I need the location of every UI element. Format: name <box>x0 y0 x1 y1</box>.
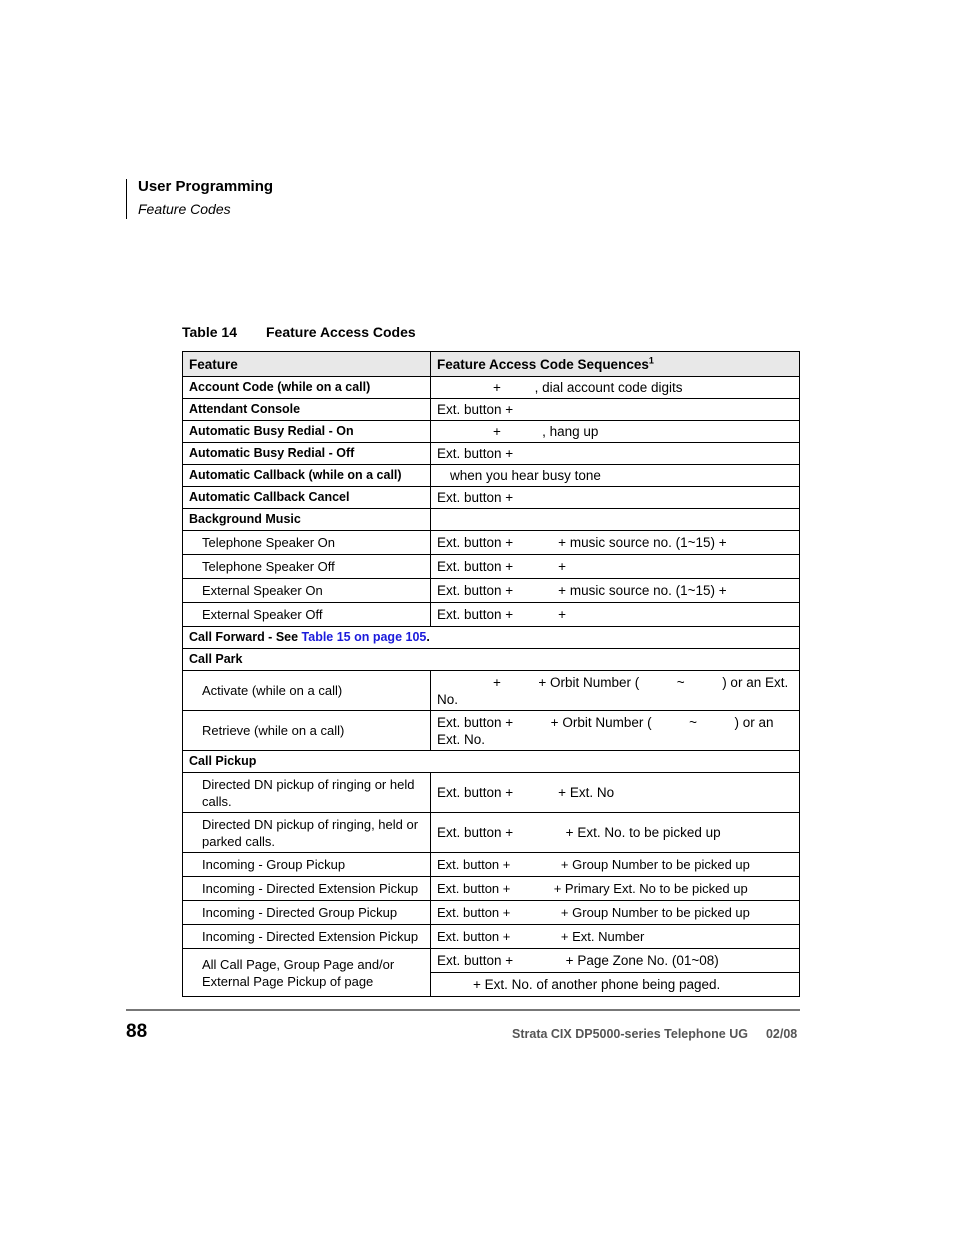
table-row <box>183 711 800 751</box>
feature-cell: Incoming - Group Pickup <box>183 853 431 877</box>
table-row <box>183 465 800 487</box>
table-15-link[interactable]: Table 15 on page 105 <box>301 630 427 644</box>
code-cell: Ext. button + + <box>431 555 800 579</box>
feature-cell: External Speaker On <box>183 579 431 603</box>
code-cell: when you hear busy tone <box>431 465 800 487</box>
feature-cell: Automatic Callback (while on a call) <box>183 465 431 487</box>
table-title: Feature Access Codes <box>266 324 416 340</box>
code-cell: Ext. button + + Ext. No <box>431 773 800 813</box>
table-row <box>183 579 800 603</box>
table-number: Table 14 <box>182 324 237 340</box>
call-pickup-heading: Call Pickup <box>183 751 800 773</box>
table-row-call-park <box>183 649 800 671</box>
table-row <box>183 877 800 901</box>
code-cell: Ext. button + + Ext. Number <box>431 925 800 949</box>
feature-cell: Incoming - Directed Group Pickup <box>183 901 431 925</box>
code-cell: Ext. button + + Group Number to be picked up <box>431 853 800 877</box>
code-cell <box>431 509 800 531</box>
code-cell: Ext. button + <box>431 443 800 465</box>
code-cell: + + Orbit Number ( ~ ) or an Ext. No. <box>431 671 800 711</box>
code-cell: + , dial account code digits <box>431 377 800 399</box>
feature-cell: Telephone Speaker Off <box>183 555 431 579</box>
table-row <box>183 603 800 627</box>
code-cell: Ext. button + + Ext. No. to be picked up <box>431 813 800 853</box>
feature-cell: Automatic Busy Redial - Off <box>183 443 431 465</box>
table-row <box>183 531 800 555</box>
table-row <box>183 377 800 399</box>
table-row <box>183 487 800 509</box>
code-cell: Ext. button + + music source no. (1~15) + <box>431 579 800 603</box>
table-caption <box>182 324 416 340</box>
code-cell: Ext. button + <box>431 487 800 509</box>
feature-cell: Incoming - Directed Extension Pickup <box>183 877 431 901</box>
table-row-call-forward <box>183 627 800 649</box>
code-cell: + Ext. No. of another phone being paged. <box>431 973 800 997</box>
feature-cell: Directed DN pickup of ringing, held or parked calls. <box>183 813 431 853</box>
code-cell: Ext. button + + Group Number to be picked up <box>431 901 800 925</box>
table-row-call-pickup <box>183 751 800 773</box>
code-cell: Ext. button + + <box>431 603 800 627</box>
feature-cell: All Call Page, Group Page and/or External Page Pickup of page <box>183 949 431 997</box>
feature-cell: Activate (while on a call) <box>183 671 431 711</box>
header-rule <box>126 179 127 219</box>
table-row <box>183 509 800 531</box>
table-row <box>183 925 800 949</box>
doc-date: 02/08 <box>765 1027 798 1041</box>
page-number: 88 <box>126 1021 148 1042</box>
doc-title: Strata CIX DP5000-series Telephone UG <box>512 1027 748 1041</box>
table-row <box>183 421 800 443</box>
feature-cell: Automatic Callback Cancel <box>183 487 431 509</box>
col-header-code: Feature Access Code Sequences$^1$ <box>431 352 800 377</box>
table-row <box>183 949 800 973</box>
table-row <box>183 773 800 813</box>
feature-cell: Account Code (while on a call) <box>183 377 431 399</box>
table-row <box>183 901 800 925</box>
table-row <box>183 813 800 853</box>
code-cell: Ext. button + + Primary Ext. No to be picked up <box>431 877 800 901</box>
feature-cell: External Speaker Off <box>183 603 431 627</box>
table-row <box>183 853 800 877</box>
table-row <box>183 555 800 579</box>
code-cell: Ext. button + + music source no. (1~15) + <box>431 531 800 555</box>
feature-cell: Incoming - Directed Extension Pickup <box>183 925 431 949</box>
feature-access-codes-table <box>182 351 800 997</box>
table-row <box>183 443 800 465</box>
call-forward-cell: Call Forward - See Table 15 on page 105. <box>183 627 800 649</box>
section-title: User Programming <box>138 178 274 195</box>
footer-rule <box>126 1009 800 1011</box>
table-row <box>183 671 800 711</box>
code-cell: + , hang up <box>431 421 800 443</box>
code-cell: Ext. button + <box>431 399 800 421</box>
section-subtitle: Feature Codes <box>138 201 231 217</box>
feature-cell: Directed DN pickup of ringing or held calls. <box>183 773 431 813</box>
call-park-heading: Call Park <box>183 649 800 671</box>
feature-cell: Background Music <box>183 509 431 531</box>
feature-cell: Retrieve (while on a call) <box>183 711 431 751</box>
feature-cell: Automatic Busy Redial - On <box>183 421 431 443</box>
feature-cell: Telephone Speaker On <box>183 531 431 555</box>
table-row <box>183 399 800 421</box>
code-cell: Ext. button + + Orbit Number ( ~ ) or an Ext. No. <box>431 711 800 751</box>
footer-doc-info <box>512 1027 797 1041</box>
col-header-feature: Feature <box>183 352 431 377</box>
feature-cell: Attendant Console <box>183 399 431 421</box>
table-header-row <box>183 352 800 377</box>
code-cell: Ext. button + + Page Zone No. (01~08) <box>431 949 800 973</box>
